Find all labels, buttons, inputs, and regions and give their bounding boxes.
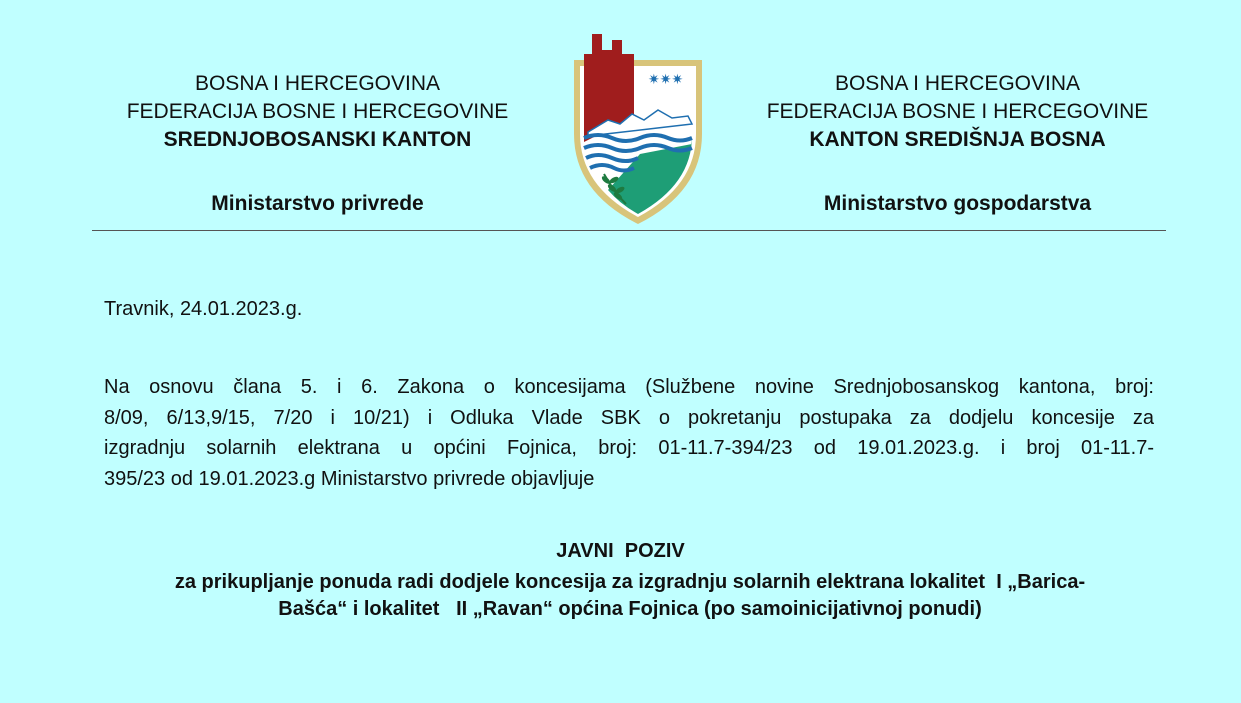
legal-basis-paragraph — [104, 372, 1154, 494]
header-divider — [92, 230, 1166, 231]
canton-name: SREDNJOBOSANSKI KANTON — [163, 128, 472, 151]
svg-text:✷✷✷: ✷✷✷ — [648, 72, 684, 88]
canton-name: KANTON SREDIŠNJA BOSNA — [809, 128, 1106, 151]
federation-name: FEDERACIJA BOSNE I HERCEGOVINE — [126, 100, 509, 123]
canton-coat-of-arms-icon — [568, 24, 708, 228]
ministry-name: Ministarstvo privrede — [211, 192, 424, 215]
country-name: BOSNA I HERCEGOVINA — [194, 72, 441, 95]
document-subtitle — [100, 569, 1160, 623]
federation-name: FEDERACIJA BOSNE I HERCEGOVINE — [766, 100, 1149, 123]
subtitle-line: za prikupljanje ponuda radi dodjele koncesija za izgradnju solarnih elektrana lokalitet I „Barica- — [174, 571, 1086, 593]
paragraph-line: 395/23 od 19.01.2023.g Ministarstvo privrede objavljuje — [104, 467, 595, 490]
document-title: JAVNI POZIV — [556, 540, 685, 562]
header-left — [70, 70, 565, 218]
subtitle-line: Bašća“ i lokalitet II „Ravan“ općina Fojnica (po samoinicijativnoj ponudi) — [278, 598, 982, 620]
paragraph-line: izgradnju solarnih elektrana u općini Fojnica, broj: 01-11.7-394/23 od 19.01.2023.g. i broj 01-11.7- — [104, 437, 1154, 459]
document-date: Travnik, 24.01.2023.g. — [104, 298, 303, 320]
paragraph-line: Na osnovu člana 5. i 6. Zakona o koncesijama (Službene novine Srednjobosanskog kantona, broj: — [104, 376, 1154, 398]
country-name: BOSNA I HERCEGOVINA — [834, 72, 1081, 95]
ministry-name: Ministarstvo gospodarstva — [823, 192, 1092, 215]
header-right — [710, 70, 1205, 218]
paragraph-line: 8/09, 6/13,9/15, 7/20 i 10/21) i Odluka Vlade SBK o pokretanju postupaka za dodjelu koncesije za — [104, 406, 1154, 429]
